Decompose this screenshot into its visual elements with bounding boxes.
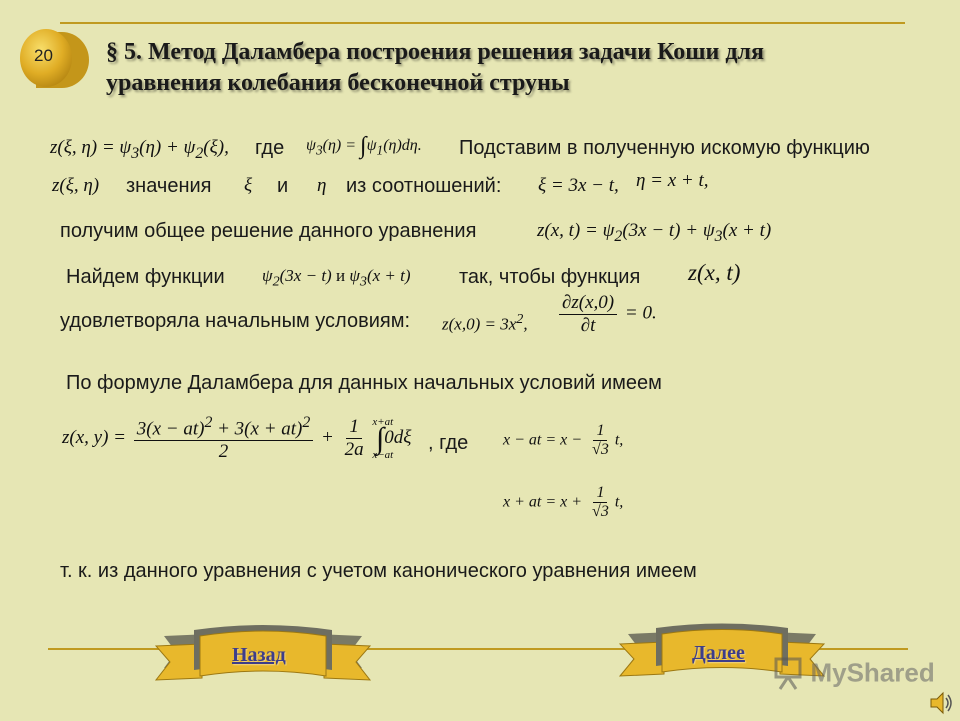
formula-xi: ξ = 3x − t,	[538, 175, 619, 196]
speaker-button[interactable]	[928, 690, 954, 716]
formula-initial-z: $z(x,0) = 3x^2$,	[442, 311, 528, 334]
watermark-text: MyShared	[810, 657, 935, 688]
formula-z-xi-eta: z(ξ, η)	[52, 175, 100, 196]
symbol-xi: ξ	[244, 175, 253, 196]
text-find-functions: Найдем функции	[66, 266, 225, 288]
text-so-that: так, чтобы функция	[459, 266, 641, 288]
title-line-1: § 5. Метод Даламбера построения решения задачи Коши для	[106, 39, 764, 65]
title-line-2: уравнения колебания бесконечной струны	[106, 70, 570, 96]
formula-psi-functions: $\psi_2(3x - t)$ и $\psi_3(x + t)$	[262, 266, 411, 290]
presentation-board-icon	[770, 655, 806, 691]
top-rule	[60, 22, 905, 24]
text-where-2: , где	[428, 432, 469, 454]
text-and: и	[277, 175, 289, 197]
text-satisfies: удовлетворяла начальным условиям:	[60, 310, 410, 332]
text-dalembert: По формуле Даламбера для данных начальных условий имеем	[66, 372, 662, 394]
text-since: т. к. из данного уравнения с учетом канонического уравнения имеем	[60, 560, 697, 582]
disk-icon	[18, 20, 92, 92]
formula-eta: η = x + t,	[636, 170, 709, 191]
text-values: значения	[126, 175, 212, 197]
slide-number: 20	[34, 46, 53, 65]
formula-z-x-t: z(x, t)	[688, 260, 741, 285]
formula-initial-derivative: $\frac{\partial z(x,0)}{\partial t}$ = 0.	[556, 292, 657, 337]
text-where-1: где	[255, 137, 285, 159]
formula-psi3-integral: $\psi_3(\eta) = \int\psi_1(\eta)d\eta$.	[306, 133, 422, 159]
slide-number-badge	[18, 20, 92, 92]
formula-x-plus-at: x + at = x + $\frac{1}{√3}$ t,	[503, 484, 624, 521]
back-button[interactable]	[150, 622, 376, 692]
back-label[interactable]: Назад	[232, 644, 286, 666]
formula-x-minus-at: x − at = x − $\frac{1}{√3}$ t,	[503, 422, 624, 459]
text-from-relations: из соотношений:	[346, 175, 502, 197]
text-substitute: Подставим в полученную искомую функцию	[459, 137, 870, 159]
formula-dalembert-solution: z(x, y) = $\frac{3(x - at)^2 + 3(x + at)^2}{2}$ + $\frac{1}{2a}$ x+at x−at ∫0dξ	[62, 414, 412, 463]
symbol-eta: η	[317, 175, 327, 196]
slide-title	[106, 37, 764, 99]
formula-general-solution: z(x, $t) = \psi_2(3x - t) + \psi_3(x + t)$	[537, 220, 772, 245]
next-label[interactable]: Далее	[692, 642, 745, 664]
text-general-solution: получим общее решение данного уравнения	[60, 220, 477, 242]
watermark	[770, 655, 935, 691]
speaker-icon	[928, 690, 954, 716]
formula-z-psi: z(ξ, $\eta) = \psi_3(\eta) + \psi_2(\xi)$,	[50, 137, 229, 162]
